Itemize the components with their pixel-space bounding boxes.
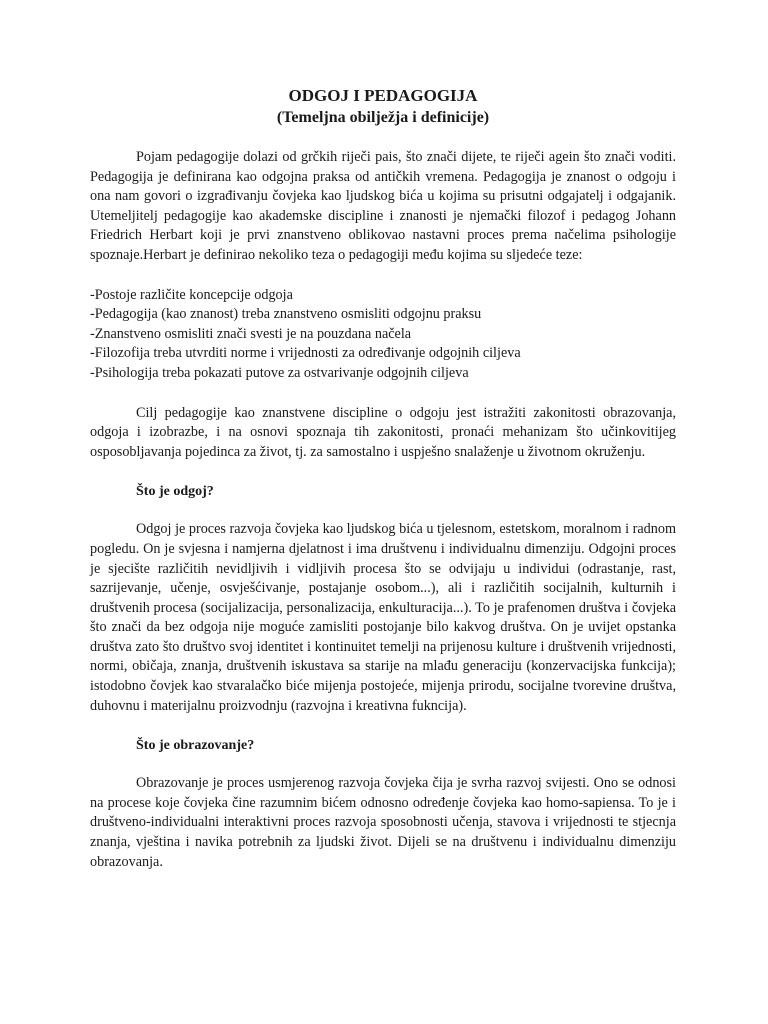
list-item: -Postoje različite koncepcije odgoja	[90, 286, 293, 303]
section-body-obrazovanje: Obrazovanje je proces usmjerenog razvoja čovjeka čija je svrha razvoj svijesti. Ono se odnosi na procese koje čovjeka čine razumnim bićem odnosno određenje čovjeka kao homo-sapiensa. To je i društveno-individualni interaktivni proces razvoja sposobnosti učenja, stavova i vrijednosti te stjecnja znanja, vještina i navika potrebnih za ljudski život. Dijeli se na društvenu i individualnu dimenziju obrazovanja.	[90, 775, 676, 870]
list-item: -Psihologija treba pokazati putove za ostvarivanje odgojnih ciljeva	[90, 364, 469, 381]
theses-list	[90, 286, 676, 384]
section-heading-obrazovanje: Što je obrazovanje?	[136, 738, 255, 754]
list-item: -Pedagogija (kao znanost) treba znanstveno osmisliti odgojnu praksu	[90, 306, 482, 323]
document-subtitle: (Temeljna obilježja i definicije)	[276, 109, 490, 126]
section-heading-odgoj: Što je odgoj?	[136, 484, 214, 500]
document-page	[90, 86, 676, 872]
goal-paragraph: Cilj pedagogije kao znanstvene discipline o odgoju jest istražiti zakonitosti obrazovanja, odgoja i izobrazbe, i na osnovi spoznaja tih zakonitosti, pronaći mehanizam što učinkovitijeg osposobljavanja pojedinca za život, tj. za samostalno i uspješno snalaženje u životnom okruženju.	[90, 404, 676, 460]
list-item: -Znanstveno osmisliti znači svesti je na pouzdana načela	[90, 325, 412, 342]
list-item: -Filozofija treba utvrditi norme i vrijednosti za određivanje odgojnih ciljeva	[90, 345, 521, 362]
document-title: ODGOJ I PEDAGOGIJA	[288, 86, 478, 105]
section-body-odgoj: Odgoj je proces razvoja čovjeka kao ljudskog bića u tjelesnom, estetskom, moralnom i radnom pogledu. On je svjesna i namjerna djelatnost i ima društvenu i individualnu dimenziju. Odgojni proces je sjecište različitih nevidljivih i vidljivih procesa što se odvijaju u individui (odrastanje, rast, sazrijevanje, učenje, osvješćivanje, postajanje osobom...), ali i različitih socijalnih, kulturnih i društvenih procesa (socijalizacija, personalizacija, enkulturacija...). To je prafenomen društva i čovjeka što znači da bez odgoja nije moguće zamisliti postojanje bilo kakvog društva. On je uvijet opstanka društva zato što društvo svoj identitet i kontinuitet temelji na prijenosu kulture i društvenih vrijednosti, normi, običaja, znanja, društvenih iskustava sa starije na mlađu generaciju (konzervacijska funkcija); istodobno čovjek kao stvaralačko biće mijenja postojeće, mijenja prirodu, socijalne tvorevine društva, duhovnu i materijalnu proizvodnju (razvojna i kreativna fukncija).	[90, 521, 676, 714]
intro-paragraph: Pojam pedagogije dolazi od grčkih riječi pais, što znači dijete, te riječi agein što znači voditi. Pedagogija je definirana kao odgojna praksa od antičkih vremena. Pedagogija je znanost o odgoju i ona nam govori o izgrađivanju čovjeka kao ljudskog bića u kojima su prisutni odgajatelj i odgajanik. Utemeljitelj pedagogije kao akademske discipline i znanosti je njemački filozof i pedagog Johann Friedrich Herbart koji je prvi znanstveno oblikovao nastavni proces prema načelima psihologije spoznaje.Herbart je definirao nekoliko teza o pedagogiji među kojima su sljedeće teze:	[90, 149, 676, 263]
